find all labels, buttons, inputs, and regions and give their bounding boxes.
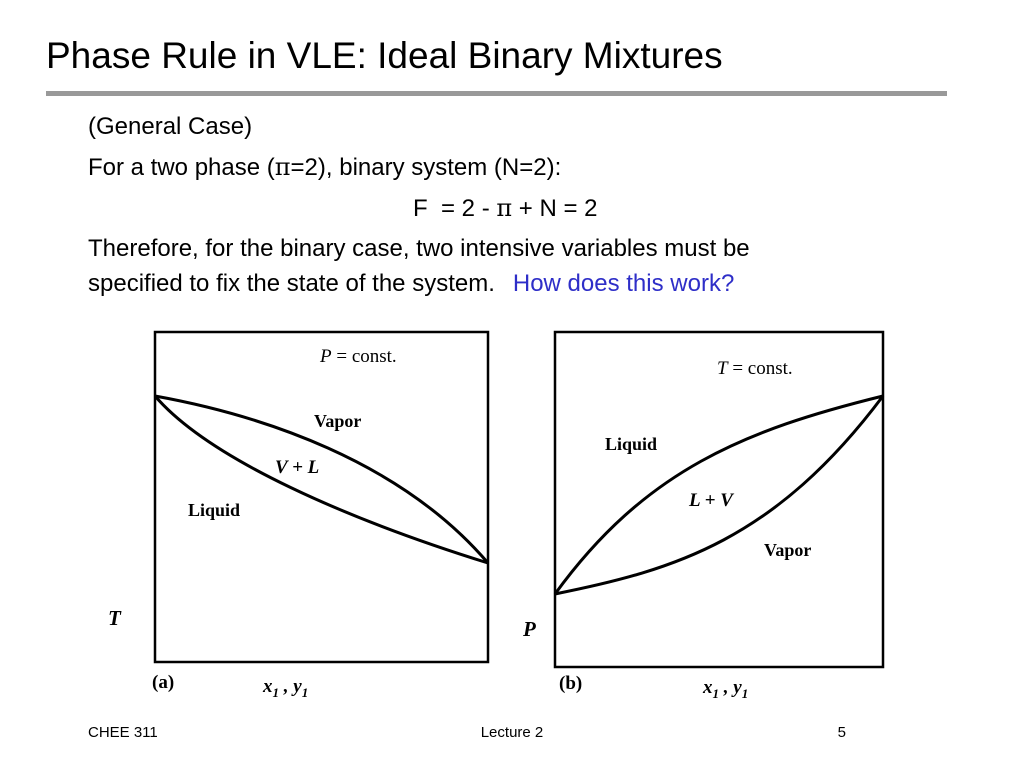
pxy-liquid-label: Liquid (605, 434, 658, 454)
phase-rule-equation: F = 2 - π + N = 2 (413, 194, 598, 222)
txy-vapor-label: Vapor (314, 411, 362, 431)
slide-title: Phase Rule in VLE: Ideal Binary Mixtures (46, 35, 723, 76)
txy-condition: P = const. (320, 346, 397, 367)
pxy-two-phase-label: L + V (689, 490, 733, 511)
explanation-text-end: specified to fix the state of the system. (88, 270, 495, 297)
footer-lecture: Lecture 2 (480, 724, 544, 741)
pxy-condition: T = const. (717, 358, 793, 379)
txy-liquid-label: Liquid (188, 500, 241, 520)
footer-page-number: 5 (837, 724, 846, 741)
two-phase-text: For a two phase (π=2), binary system (N=2): (88, 153, 562, 181)
pxy-y-axis-label: P (523, 617, 536, 641)
explanation-text: Therefore, for the binary case, two intensive variables must be (88, 235, 750, 262)
txy-panel-label: (a) (152, 672, 175, 693)
txy-two-phase-label: V + L (275, 457, 320, 478)
title-divider (46, 91, 947, 96)
pxy-panel-label: (b) (559, 673, 583, 694)
txy-y-axis-label: T (108, 606, 121, 630)
txy-diagram (100, 320, 500, 705)
explanation-text-cont (88, 268, 734, 300)
pxy-x-axis-label: $x_1$ , $y_1$ (703, 677, 749, 701)
txy-frame (155, 332, 488, 662)
footer-course: CHEE 311 (88, 724, 158, 741)
question-link: How does this work? (512, 270, 735, 297)
pxy-diagram (515, 320, 895, 705)
txy-x-axis-label: $x_1$ , $y_1$ (263, 676, 309, 700)
pxy-vapor-label: Vapor (764, 540, 812, 560)
general-case-text: (General Case) (88, 113, 253, 140)
